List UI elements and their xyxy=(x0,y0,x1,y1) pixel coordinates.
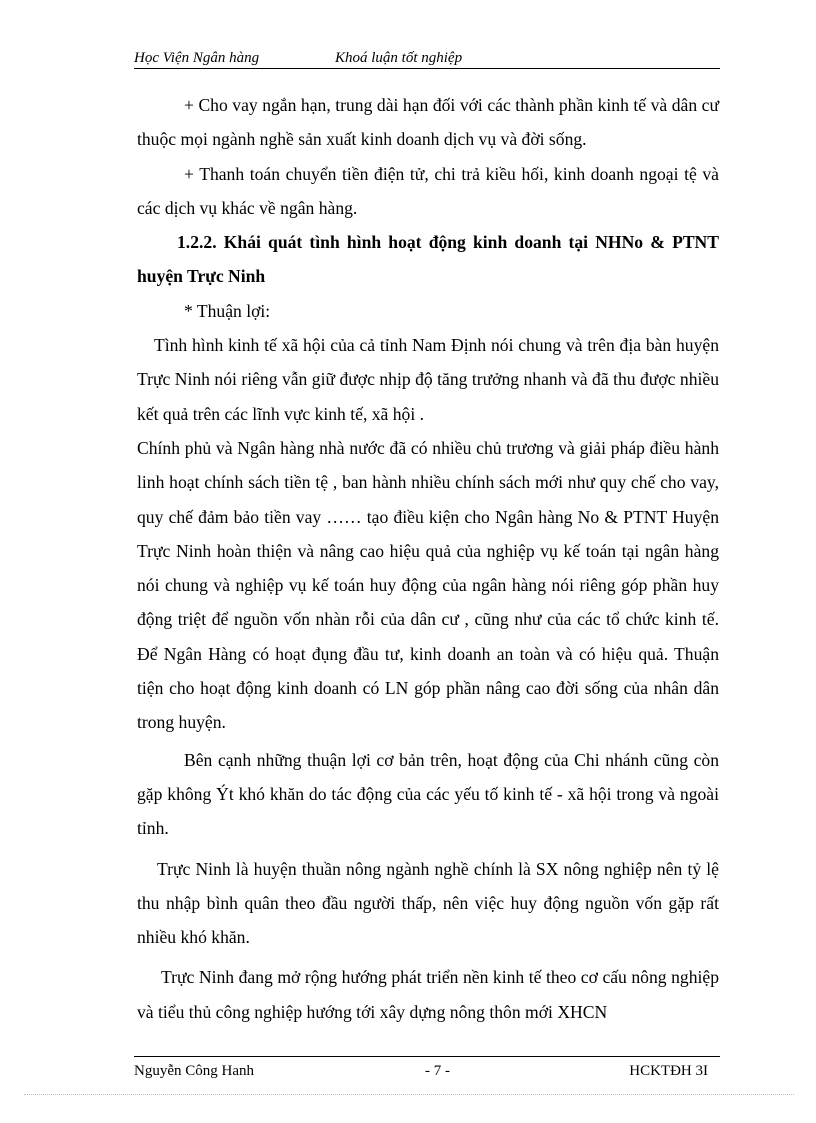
footer-class-code: HCKTĐH 3I xyxy=(629,1063,708,1079)
section-heading: 1.2.2. Khái quát tình hình hoạt động kinh doanh tại NHNo & PTNT huyện Trực Ninh xyxy=(137,232,719,287)
header-document-type: Khoá luận tốt nghiệp xyxy=(335,50,463,66)
paragraph-agriculture: Trực Ninh là huyện thuần nông ngành nghề chính là SX nông nghiệp nên tỷ lệ thu nhập bình quân theo đầu người thấp, nên việc huy động nguồn vốn gặp rất nhiều khó khăn. xyxy=(137,858,719,948)
paragraph-economy: Tình hình kinh tế xã hội của cả tỉnh Nam Định nói chung và trên địa bàn huyện Trực Ninh nói riêng vẫn giữ được nhịp độ tăng trưởng nhanh và đã thu được nhiều kết quả trên các lĩnh vực kinh tế, xã hội . xyxy=(137,335,719,424)
paragraph-development: Trực Ninh đang mở rộng hướng phát triển nền kinh tế theo cơ cấu nông nghiệp và tiểu thủ công nghiệp hướng tới xây dựng nông thôn mới XHCN xyxy=(137,967,719,1022)
body-text xyxy=(137,88,719,1029)
page-footer xyxy=(134,1060,720,1082)
footer-rule xyxy=(134,1056,720,1057)
paragraph-lending: + Cho vay ngắn hạn, trung dài hạn đối với các thành phần kinh tế và dân cư thuộc mọi ngành nghề sản xuất kinh doanh dịch vụ và đời sống. xyxy=(137,95,719,150)
paragraph-difficulties: Bên cạnh những thuận lợi cơ bản trên, hoạt động của Chi nhánh cũng còn gặp không Ýt khó khăn do tác động của các yếu tố kinh tế - xã hội trong và ngoài tỉnh. xyxy=(137,749,719,839)
paragraph-payment: + Thanh toán chuyển tiền điện tử, chi trả kiều hối, kinh doanh ngoại tệ và các dịch vụ khác về ngân hàng. xyxy=(137,163,719,218)
page-header xyxy=(134,48,720,69)
paragraph-advantages-label: * Thuận lợi: xyxy=(184,300,271,321)
header-institution: Học Viện Ngân hàng xyxy=(134,50,260,66)
footer-author: Nguyễn Công Hanh xyxy=(134,1063,254,1079)
page-edge-divider xyxy=(24,1094,794,1095)
paragraph-government: Chính phủ và Ngân hàng nhà nước đã có nhiều chủ trương và giải pháp điều hành linh hoạt chính sách tiền tệ , ban hành nhiều chính sách mới như quy chế cho vay, quy chế đảm bảo tiền vay …… tạo điều kiện cho Ngân hàng No & PTNT Huyện Trực Ninh hoàn thiện và nâng cao hiệu quả của nghiệp vụ kế toán tại ngân hàng nói chung và nghiệp vụ kế toán huy động của ngân hàng nói riêng góp phần huy động triệt để nguồn vốn nhàn rỗi của dân cư , cũng như của các tổ chức kinh tế. Để Ngân Hàng có hoạt đụng đầu tư, kinh doanh an toàn và có hiệu quả. Thuận tiện cho hoạt động kinh doanh có LN góp phần nâng cao đời sống của nhân dân trong huyện. xyxy=(137,437,719,733)
footer-page-number: - 7 - xyxy=(425,1063,450,1079)
